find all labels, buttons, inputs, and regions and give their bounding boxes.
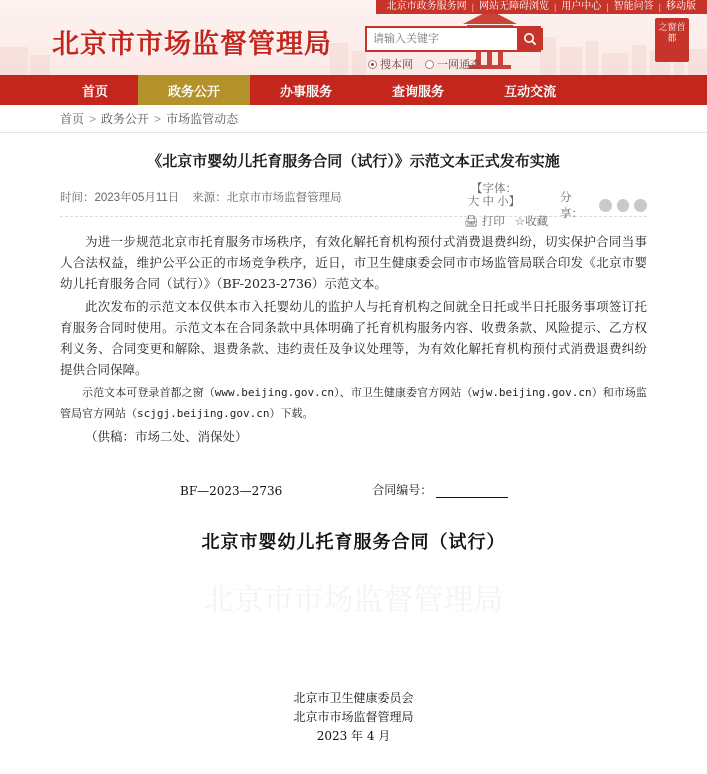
- article-meta: [60, 183, 647, 228]
- meta-time-label: 时间：: [60, 192, 95, 204]
- search-icon: [523, 32, 537, 46]
- top-link-accessibility[interactable]: 网站无障碍浏览: [478, 1, 549, 12]
- contract-code: BF—2023—2736: [180, 484, 283, 498]
- breadcrumb-item-market-news[interactable]: 市场监管动态: [166, 112, 239, 126]
- breadcrumb-separator: >: [89, 111, 97, 126]
- top-link-mobile[interactable]: 移动版: [666, 1, 696, 12]
- search-scope-options[interactable]: [368, 56, 481, 72]
- page-title: 《北京市婴幼儿托育服务合同（试行）》示范文本正式发布实施: [147, 152, 560, 170]
- search-box[interactable]: [365, 26, 541, 52]
- radio-icon-site[interactable]: [368, 60, 377, 69]
- contract-number-field[interactable]: [372, 481, 508, 498]
- nav-item-services[interactable]: 办事服务: [280, 83, 333, 99]
- favorite-label: 收藏: [525, 216, 549, 228]
- article-container: [0, 149, 707, 554]
- meta-source-label: 来源：: [192, 192, 227, 204]
- nav-item-interaction[interactable]: 互动交流: [504, 83, 557, 99]
- signer-health-commission: 北京市卫生健康委员会: [293, 691, 414, 705]
- top-link-separator: |: [553, 2, 557, 12]
- contract-number-label: 合同编号：: [372, 483, 433, 497]
- article-paragraph-1: 为进一步规范北京市托育服务市场秩序，有效化解托育机构预付式消费退费纠纷，切实保护合同当事人合法权益，维护公平公正的市场竞争秩序，近日，市卫生健康委会同市市场监管局联合印发《北京市婴幼儿托育服务合同（试行）》（BF-2023-2736）示范文本。: [60, 234, 647, 291]
- search-input[interactable]: [367, 28, 517, 50]
- contract-preview: [60, 481, 647, 554]
- font-size-control[interactable]: [464, 183, 524, 209]
- top-link-smart-qa[interactable]: 智能问答: [613, 1, 654, 12]
- font-size-options[interactable]: 大 中 小】: [467, 196, 521, 208]
- meta-source-value: 北京市市场监督管理局: [226, 192, 342, 204]
- contract-title: 北京市婴幼儿托育服务合同（试行）: [201, 532, 506, 553]
- article-paragraph-4: （供稿：市场二处、消保处）: [85, 429, 248, 444]
- top-link-separator: |: [606, 2, 609, 12]
- breadcrumb-separator: >: [154, 111, 162, 126]
- top-utility-bar: [0, 0, 707, 14]
- watermark: 北京市市场监督管理局: [203, 583, 504, 618]
- radio-icon-network[interactable]: [425, 60, 434, 69]
- font-size-label: 【字体：: [471, 183, 517, 195]
- contract-number-blank[interactable]: [436, 487, 508, 498]
- article-tools[interactable]: [464, 213, 548, 229]
- nav-item-home[interactable]: 首页: [82, 83, 109, 99]
- contract-code-row: [60, 481, 647, 498]
- site-logo[interactable]: 北京市市场监督管理局: [52, 29, 332, 60]
- share-weibo-icon[interactable]: [599, 199, 612, 212]
- top-link-separator: |: [658, 2, 661, 12]
- main-nav: [0, 75, 707, 105]
- breadcrumb: [0, 105, 707, 133]
- favorite-button[interactable]: ☆收藏: [514, 216, 549, 228]
- search-button[interactable]: [517, 28, 543, 50]
- search-scope-site[interactable]: [368, 56, 413, 72]
- top-link-user-center[interactable]: 用户中心: [561, 1, 602, 12]
- nav-item-query[interactable]: 查询服务: [392, 83, 445, 99]
- search-scope-network-label: 一网通查: [437, 59, 481, 71]
- article-paragraph-2: 此次发布的示范文本仅供本市入托婴幼儿的监护人与托育机构之间就全日托或半日托服务事项签订托育服务合同时使用。示范文本在合同条款中具体明确了托育机构服务内容、收费条款、风险提示、乙方权利义务、合同变更和解除、退费条款、违约责任及争议处理等，为有效化解托育机构预付式消费退费纠纷提供合同保障。: [60, 299, 647, 377]
- share-wechat-icon[interactable]: [617, 199, 630, 212]
- print-label: 打印: [481, 216, 505, 228]
- article-paragraph-3: 示范文本可登录首都之窗（www.beijing.gov.cn）、市卫生健康委官方网站（wjw.beijing.gov.cn）和市场监管局官方网站（scjgj.beijing.gov.cn）下载。: [60, 386, 647, 420]
- signer-market-regulation: 北京市市场监督管理局: [293, 710, 414, 724]
- top-link-government-service[interactable]: 北京市政务服务网: [386, 1, 467, 12]
- share-more-icon[interactable]: [634, 199, 647, 212]
- article-meta-left: [60, 189, 342, 205]
- contract-signers: [0, 689, 707, 746]
- top-link-separator: |: [471, 2, 474, 12]
- search-scope-network[interactable]: [425, 56, 481, 72]
- capital-window-badge[interactable]: 之窗首都: [655, 18, 689, 62]
- print-button[interactable]: 🖨 打印: [464, 216, 505, 228]
- share-label: 分享：: [560, 192, 583, 220]
- article-body: [60, 231, 647, 447]
- nav-item-government-affairs[interactable]: 政务公开: [138, 75, 250, 105]
- search-scope-site-label: 搜本网: [380, 59, 413, 71]
- breadcrumb-item-government-affairs[interactable]: 政务公开: [101, 112, 150, 126]
- top-utility-links: [376, 0, 707, 14]
- share-control[interactable]: [560, 189, 647, 221]
- contract-date: 2023 年 4 月: [316, 729, 391, 743]
- breadcrumb-item-home[interactable]: 首页: [60, 112, 85, 126]
- meta-time-value: 2023年05月11日: [94, 192, 180, 204]
